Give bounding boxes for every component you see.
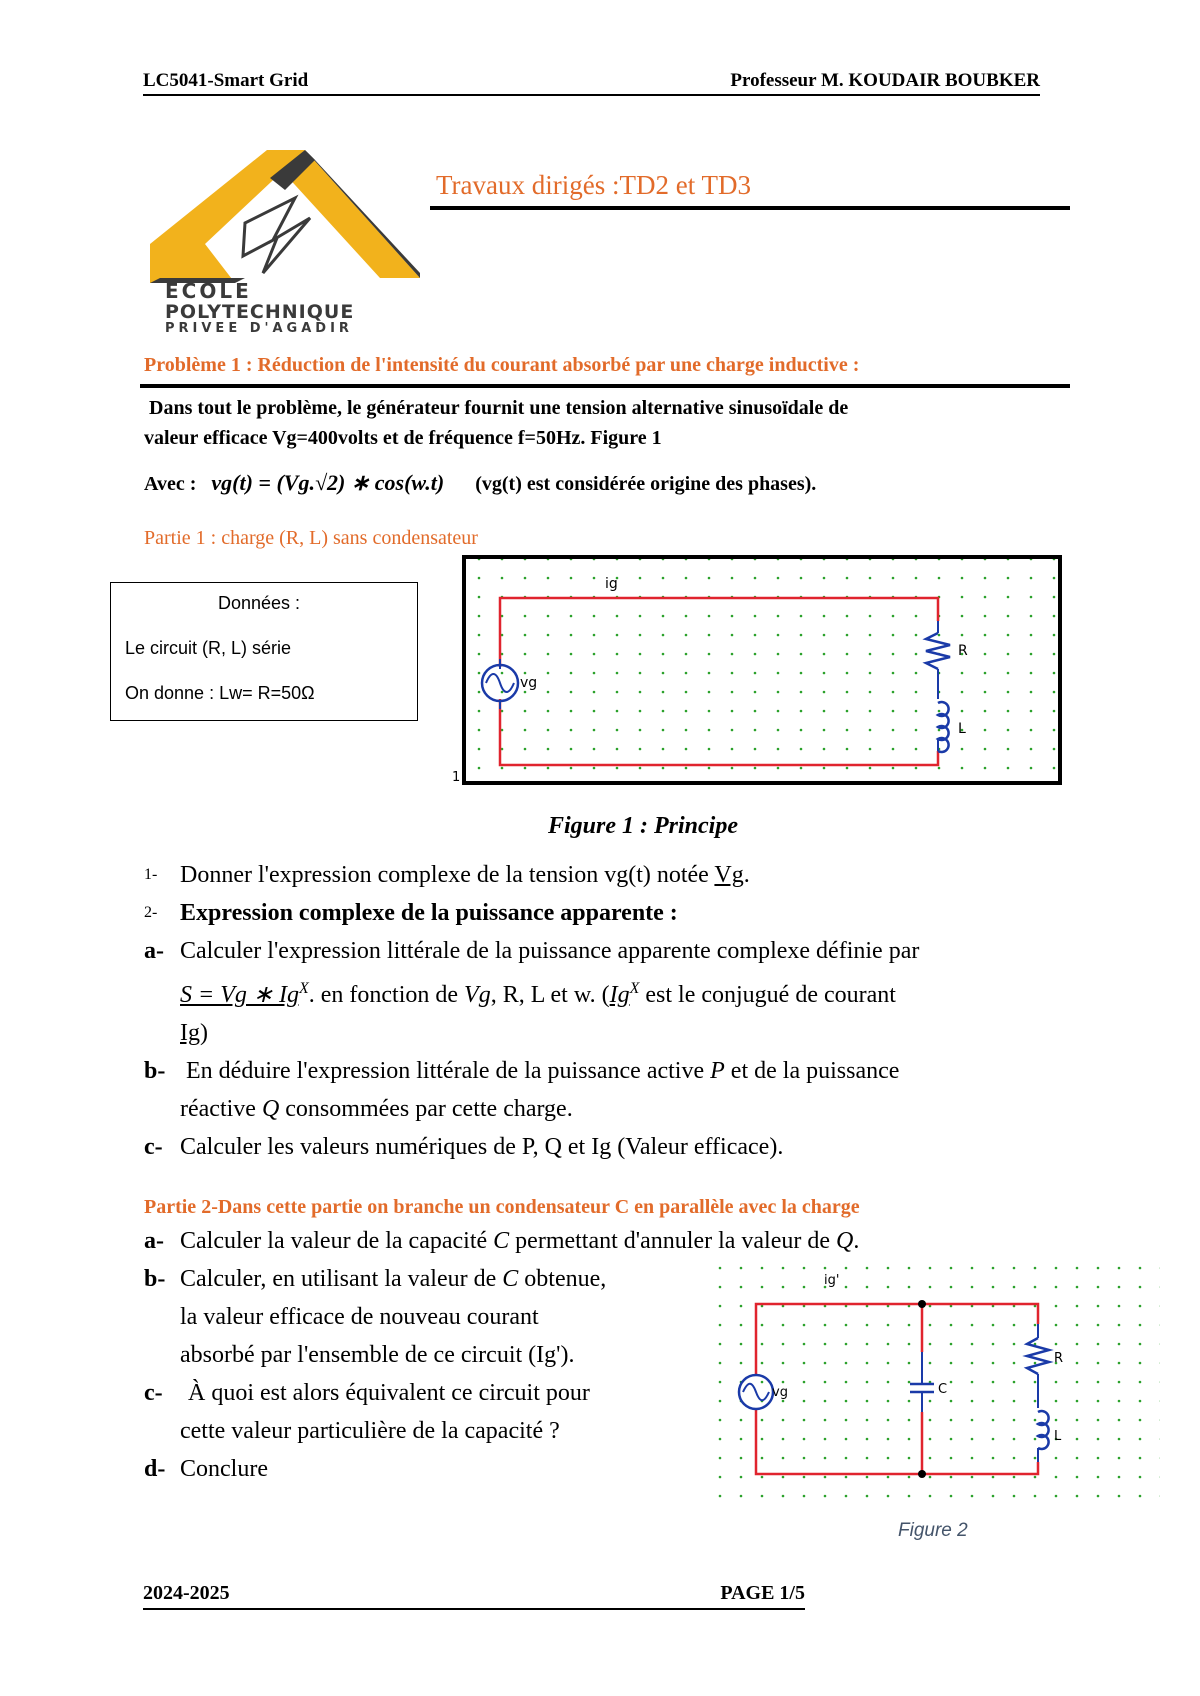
question-2a-line-3 bbox=[180, 1014, 1074, 1052]
part2-question-a-q: Q bbox=[836, 1228, 854, 1254]
question-2-text: Expression complexe de la puissance apparente : bbox=[180, 900, 678, 926]
circuit2-diagram bbox=[712, 1262, 1160, 1500]
data-box bbox=[110, 582, 418, 721]
part2-question-b-label: b- bbox=[144, 1266, 166, 1292]
apparent-power-formula: S = Vg ∗ Ig bbox=[180, 982, 299, 1008]
part2-question-b-end: obtenue, bbox=[524, 1266, 607, 1292]
figure1-circuit bbox=[450, 553, 1066, 789]
logo-line-2: POLYTECHNIQUE bbox=[165, 301, 355, 323]
junction-bottom bbox=[918, 1470, 926, 1478]
page-header bbox=[143, 68, 1040, 96]
problem1-divider bbox=[140, 384, 1070, 388]
capacitor-label: C bbox=[938, 1382, 948, 1397]
part2-heading: Partie 2-Dans cette partie on branche un condensateur C en parallèle avec la charge bbox=[144, 1196, 860, 1218]
part2-question-d-text: Conclure bbox=[180, 1456, 268, 1482]
active-power-var: P bbox=[710, 1058, 725, 1084]
part2-question-b-c: C bbox=[502, 1266, 519, 1292]
source-label: vg bbox=[520, 675, 538, 691]
question-2a-vg: Vg bbox=[464, 982, 491, 1008]
title-divider bbox=[430, 206, 1070, 210]
question-2a-ig: Ig bbox=[180, 1020, 200, 1046]
part2-question-a-label: a- bbox=[144, 1228, 164, 1254]
resistor-label: R bbox=[958, 643, 968, 659]
avec-label: Avec : bbox=[144, 473, 197, 495]
part2-question-b-text: Calculer, en utilisant la valeur de bbox=[180, 1266, 497, 1292]
logo-emblem bbox=[145, 148, 420, 334]
conjugate-term: Ig bbox=[609, 982, 630, 1008]
question-2a-label: a- bbox=[144, 938, 164, 964]
data-box-line-2: On donne : Lw= R=50Ω bbox=[125, 683, 315, 703]
problem1-intro bbox=[144, 393, 1064, 453]
figure2-caption: Figure 2 bbox=[898, 1520, 968, 1541]
question-2-label: 2- bbox=[144, 904, 158, 921]
intro-line-2: valeur efficace Vg=400volts et de fréquence f=50Hz. Figure 1 bbox=[144, 427, 662, 449]
question-2a-rest: , R, L et w. ( bbox=[490, 982, 610, 1008]
part2-question-d-label: d- bbox=[144, 1456, 166, 1482]
page-footer bbox=[143, 1582, 805, 1610]
current-label: ig' bbox=[824, 1273, 840, 1288]
part1-heading: Partie 1 : charge (R, L) sans condensateur bbox=[144, 527, 478, 549]
conjugate-sup-2: X bbox=[629, 980, 640, 997]
course-name: LC5041-Smart Grid bbox=[143, 70, 309, 91]
data-box-line-1: Le circuit (R, L) série bbox=[125, 638, 292, 658]
academic-year: 2024-2025 bbox=[143, 1582, 230, 1604]
question-2c-label: c- bbox=[144, 1134, 163, 1160]
question-1-label: 1- bbox=[144, 866, 158, 883]
question-2b bbox=[144, 1052, 1074, 1128]
reactive-power-var: Q bbox=[261, 1096, 280, 1122]
question-2a-line-1: Calculer l'expression littérale de la puissance apparente complexe définie par bbox=[180, 938, 920, 964]
marker-label: 1 bbox=[452, 770, 461, 785]
part2-question-a-text: Calculer la valeur de la capacité bbox=[180, 1228, 488, 1254]
professor-name: Professeur M. KOUDAIR BOUBKER bbox=[730, 70, 1040, 91]
circuit1-diagram bbox=[450, 553, 1066, 789]
part2-question-c-line-1: À quoi est alors équivalent ce circuit pour bbox=[188, 1380, 590, 1406]
part2-question-b-line-2: la valeur efficace de nouveau courant bbox=[180, 1304, 539, 1330]
part2-question-b-line-3: absorbé par l'ensemble de ce circuit (Ig'). bbox=[180, 1342, 575, 1368]
part2-question-c-line-2: cette valeur particulière de la capacité ? bbox=[180, 1418, 560, 1444]
page-number: PAGE 1/5 bbox=[720, 1582, 805, 1604]
part2-question-a-c: C bbox=[493, 1228, 510, 1254]
figure1-caption: Figure 1 : Principe bbox=[548, 813, 738, 839]
question-2b-reactive: réactive bbox=[180, 1096, 256, 1122]
question-2b-label: b- bbox=[144, 1058, 166, 1084]
question-2b-end: consommées par cette charge. bbox=[285, 1096, 573, 1122]
problem1-heading: Problème 1 : Réduction de l'intensité du courant absorbé par une charge inductive : bbox=[144, 354, 860, 376]
formula-note: (vg(t) est considérée origine des phases). bbox=[475, 473, 817, 495]
question-1-text: Donner l'expression complexe de la tension vg(t) notée bbox=[180, 862, 709, 888]
school-logo bbox=[145, 148, 420, 334]
logo-line-3: PRIVEE D'AGADIR bbox=[165, 321, 353, 334]
logo-line-1: ECOLE bbox=[165, 279, 252, 303]
question-2a-line-2 bbox=[180, 970, 1074, 1014]
part1-questions bbox=[144, 856, 1074, 1166]
part2-question-a-rest: permettant d'annuler la valeur de bbox=[515, 1228, 831, 1254]
inductor-label: L bbox=[958, 721, 966, 737]
conjugate-sup: X bbox=[298, 980, 309, 997]
part2-question-a bbox=[144, 1222, 1074, 1260]
question-2b-line-2 bbox=[180, 1090, 1074, 1128]
page-title: Travaux dirigés :TD2 et TD3 bbox=[436, 170, 751, 200]
question-2a-text: . en fonction de bbox=[308, 982, 459, 1008]
question-1-var: Vg bbox=[714, 862, 744, 888]
data-box-title: Données : bbox=[218, 593, 301, 613]
question-2c bbox=[144, 1128, 1074, 1166]
question-2b-line-1 bbox=[180, 1052, 1074, 1090]
vg-formula: vg(t) = (Vg.√2) ∗ cos(w.t) bbox=[211, 470, 445, 495]
question-2a bbox=[144, 932, 1074, 1052]
part2-question-a-end: . bbox=[853, 1228, 860, 1254]
question-2 bbox=[144, 894, 1074, 932]
question-2c-text: Calculer les valeurs numériques de P, Q et Ig (Valeur efficace). bbox=[180, 1134, 784, 1160]
question-2a-end: ) bbox=[200, 1020, 208, 1046]
question-2b-text: En déduire l'expression littérale de la puissance active bbox=[186, 1058, 705, 1084]
question-1: 1- Donner l'expression complexe de la tension vg(t) notée Vg. bbox=[144, 856, 1074, 894]
resistor-label: R bbox=[1054, 1351, 1064, 1366]
part2-question-c-label: c- bbox=[144, 1380, 163, 1406]
intro-line-1: Dans tout le problème, le générateur fournit une tension alternative sinusoïdale de bbox=[149, 397, 849, 419]
current-label: ig bbox=[605, 576, 618, 592]
question-2a-conj-rest: est le conjugué de courant bbox=[645, 982, 896, 1008]
figure2-circuit bbox=[712, 1262, 1160, 1500]
question-2b-rest: et de la puissance bbox=[730, 1058, 900, 1084]
junction-top bbox=[918, 1300, 926, 1308]
source-label: vg bbox=[772, 1385, 788, 1400]
inductor-label: L bbox=[1054, 1429, 1062, 1444]
formula-line bbox=[144, 470, 816, 496]
